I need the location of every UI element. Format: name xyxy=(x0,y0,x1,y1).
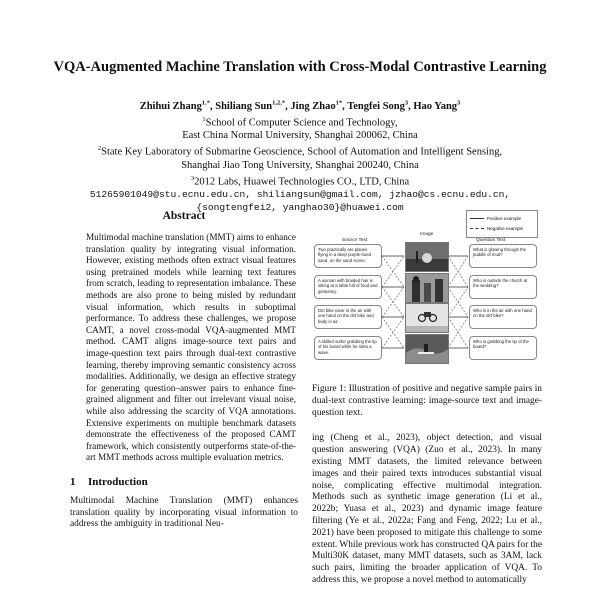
email-line-2[interactable]: {songtengfei2, yanghao30}@huawei.com xyxy=(196,202,404,213)
question-text-4: Who is grabbing the tip of the board? xyxy=(469,336,537,360)
affiliation-2-address: Shanghai Jiao Tong University, Shanghai 200240, China xyxy=(181,159,419,171)
sunset-image-icon xyxy=(406,243,448,271)
source-text-2: A woman with braided hair is sitting at a table full of food and gesturing. xyxy=(314,275,382,299)
author-1: Zhihui Zhang$^{1,*}$, xyxy=(139,99,216,112)
affiliation-1: $^1$School of Computer Science and Technology, xyxy=(202,115,398,128)
col-head-image: Image xyxy=(420,232,434,237)
col-head-source: Source Text xyxy=(342,238,368,243)
legend-positive: Positive example xyxy=(470,216,521,221)
abstract-heading: Abstract xyxy=(162,210,206,222)
author-4: Tengfei Song$^3$, xyxy=(347,99,414,112)
question-text-3: Who is in the air with one hand on the dirt bike? xyxy=(469,305,537,329)
section-heading-introduction: 1 Introduction xyxy=(70,475,148,488)
author-block xyxy=(40,96,560,214)
figure-caption: Figure 1: Illustration of positive and negative sample pairs in dual-text contrastive learning: image-source text and image-question text. xyxy=(312,384,542,418)
source-text-1: Two practically are planes flying in a deep purple-hued sand, on the sand scene. xyxy=(314,244,382,268)
source-text-3: Dirt bike racer in the air with one hand on the dirt bike and body in air. xyxy=(314,305,382,329)
question-text-2: Who is outside the church at the wedding? xyxy=(469,275,537,299)
email-line-1[interactable]: 51265901049@stu.ecnu.edu.cn, shiliangsun@gmail.com, jzhao@cs.ecnu.edu.cn, xyxy=(89,189,511,200)
affiliation-3: $^3$2012 Labs, Huawei Technologies CO., LTD, China xyxy=(190,174,410,187)
image-thumbnail-2 xyxy=(405,273,449,303)
image-thumbnail-1 xyxy=(405,242,449,272)
author-3: Jing Zhao$^{1*}$, xyxy=(290,99,348,112)
figure-1 xyxy=(312,210,542,382)
affiliation-1-address: East China Normal University, Shanghai 200062, China xyxy=(182,130,418,141)
col-head-question: Question Text xyxy=(476,238,506,243)
paper-title: VQA-Augmented Machine Translation with Cross-Modal Contrastive Learning xyxy=(53,59,547,75)
people-image-icon xyxy=(406,274,448,302)
left-column xyxy=(70,210,298,531)
dirt-bike-image-icon xyxy=(406,304,448,332)
introduction-text: Multimodal Machine Translation (MMT) enhances translation quality by incorporating visual information to address the ambiguity in traditional Neu- xyxy=(70,495,298,530)
source-text-4: A skilled surfer grabbing the tip of his board while he rides a wave. xyxy=(314,336,382,360)
surfer-image-icon xyxy=(406,335,448,363)
image-thumbnail-3 xyxy=(405,303,449,333)
abstract-text: Multimodal machine translation (MMT) aims to enhance translation quality by integrating visual information. However, existing methods often extract visual features using pretrained models while learning text features from scratch, leading to representation imbalance. These methods are also prone to being misled by redundant visual information, which results in suboptimal performance. To address these challenges, we propose CAMT, a novel cross-modal VQA-augmented MMT method. CAMT aligns image-source text pairs and image-question text pairs through dual-text contrastive learning, thereby improving semantic consistency across modalities. Additionally, we design an effective strategy for generating question–answer pairs to enhance fine-grained alignment and filter out irrelevant visual noise, while also addressing the scarcity of VQA annotations. Extensive experiments on multiple benchmark datasets demonstrate the effectiveness of the proposed CAMT framework, which consistently outperforms state-of-the-art MMT methods across multiple evaluation metrics. xyxy=(86,232,296,463)
question-text-1: What is glowing through the puddle of mud? xyxy=(469,244,537,268)
right-column xyxy=(312,210,542,587)
legend-negative: Negative example xyxy=(470,226,523,231)
right-body-text: ing (Cheng et al., 2023), object detection, and visual question answering (VQA) (Zuo et al., 2023). In many existing MMT datasets, the limited relevance between images and their paired texts introduces substantial visual noise, complicating effective multimodal integration. Methods such as synthetic image generation (Li et al., 2022b; Yuasa et al., 2023) and dynamic image feature filtering (Ye et al., 2022a; Fang and Feng, 2022; Lu et al., 2021) have been proposed to mitigate this challenge to some extent. While previous work has constructed QA pairs for the Multi30K dataset, many MMT datasets, such as 3AM, lack such pairs, limiting the broader application of VQA. To address this, we propose a novel method to automatically xyxy=(312,433,542,585)
image-thumbnail-4 xyxy=(405,334,449,364)
author-5: Hao Yang$^3$ xyxy=(413,99,461,112)
affiliation-2: $^2$State Key Laboratory of Submarine Geoscience, School of Automation and Intelligent Sensing, xyxy=(97,145,503,158)
author-2: Shiliang Sun$^{1,2,*}$, xyxy=(215,99,291,112)
author-names xyxy=(40,96,560,113)
